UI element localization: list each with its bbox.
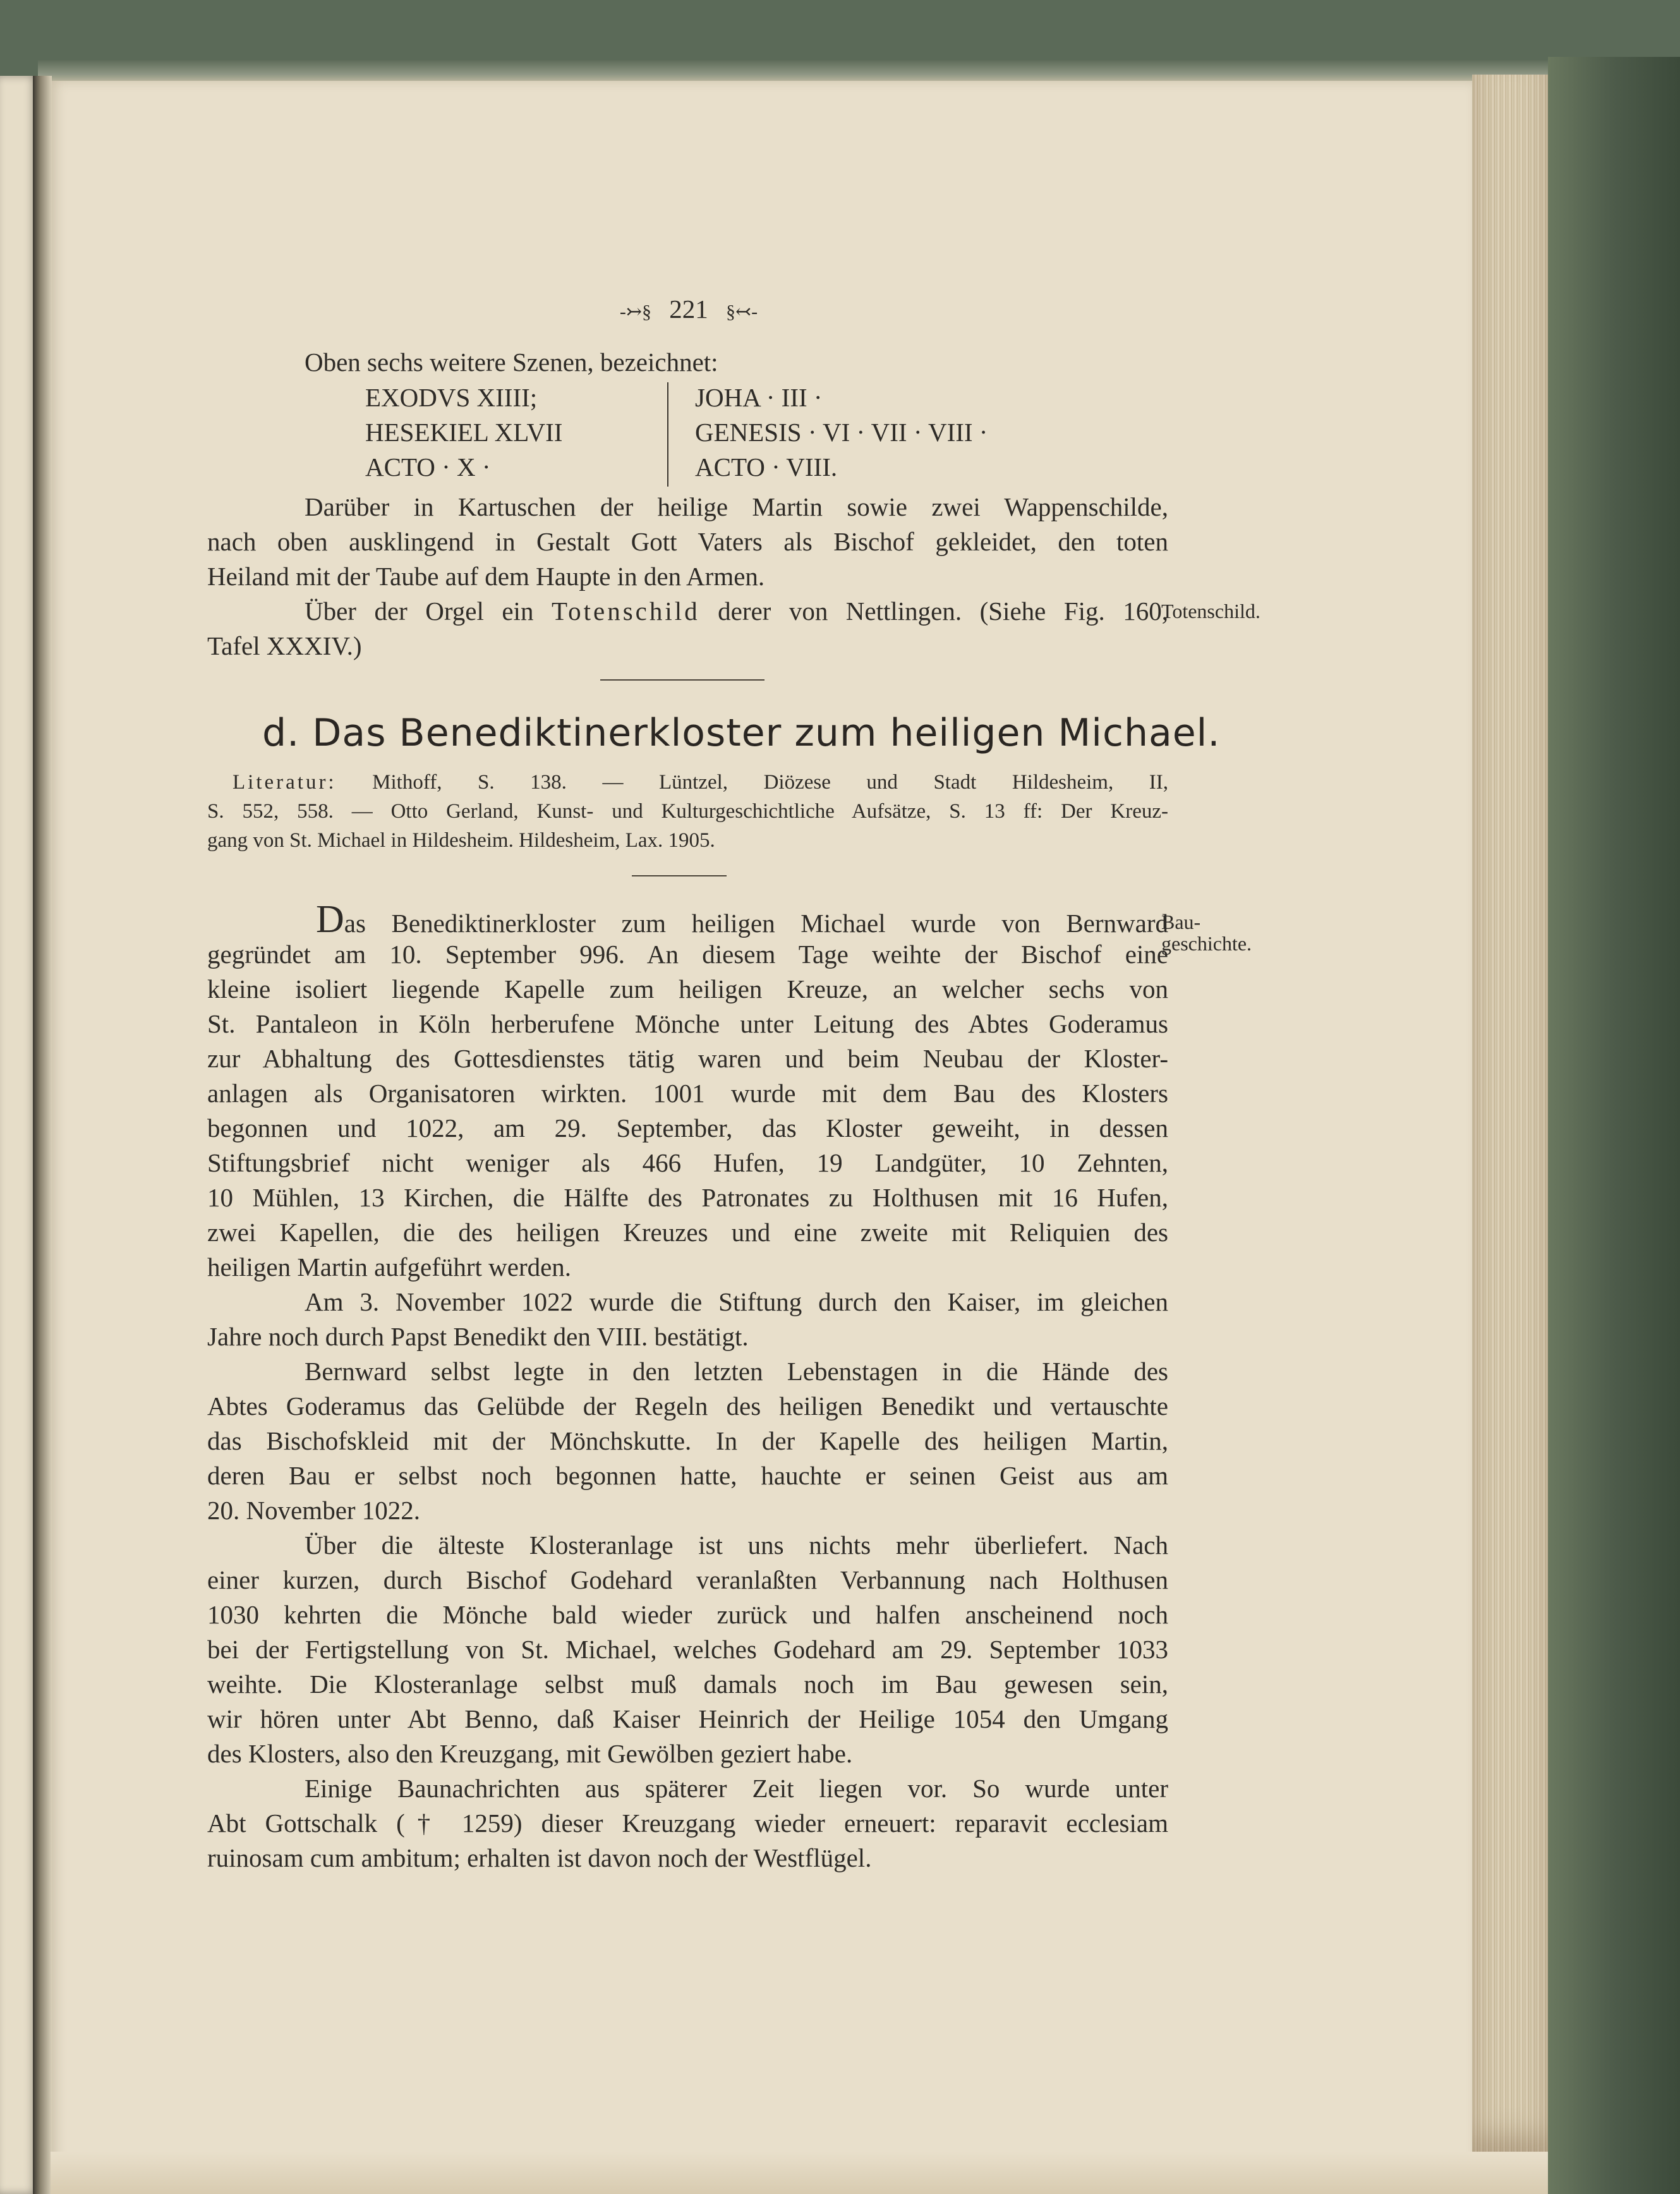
main-line: Jahre noch durch Papst Benedikt den VIII. bestätigt. bbox=[207, 1322, 749, 1351]
main-line: zur Abhaltung des Gottesdienstes tätig waren und beim Neubau der Kloster- bbox=[207, 1044, 1168, 1073]
literature-label: Literatur: bbox=[233, 771, 337, 794]
main-line: begonnen und 1022, am 29. September, das Kloster geweiht, in dessen bbox=[207, 1113, 1168, 1142]
main-line: ruinosam cum ambitum; erhalten ist davon noch der Westflügel. bbox=[207, 1843, 872, 1872]
main-line: einer kurzen, durch Bischof Godehard veranlaßten Verbannung nach Holthusen bbox=[207, 1565, 1168, 1594]
main-line: anlagen als Organisatoren wirkten. 1001 wurde mit dem Bau des Klosters bbox=[207, 1079, 1168, 1108]
main-line: Abtes Goderamus das Gelübde der Regeln des heiligen Benedikt und vertauschte bbox=[207, 1391, 1168, 1421]
inscription-right-3: ACTO · VIII. bbox=[695, 452, 838, 482]
main-line: deren Bau er selbst noch begonnen hatte, hauchte er seinen Geist aus am bbox=[207, 1461, 1168, 1490]
main-line: Über die älteste Klosteranlage ist uns nichts mehr überliefert. Nach bbox=[305, 1530, 1168, 1560]
literature-text-1: Mithoff, S. 138. — Lüntzel, Diözese und Stadt Hildesheim, II, bbox=[336, 771, 1168, 794]
literature-line-1 bbox=[233, 771, 1168, 794]
main-line: das Bischofskleid mit der Mönchskutte. In der Kapelle des heiligen Martin, bbox=[207, 1426, 1168, 1455]
paragraph-2-post: derer von Nettlingen. (Siehe Fig. 160, bbox=[699, 597, 1168, 626]
main-line: gegründet am 10. September 996. An diesem Tage weihte der Bischof eine bbox=[207, 940, 1168, 969]
main-line: 1030 kehrten die Mönche bald wieder zurück und halfen anscheinend noch bbox=[207, 1600, 1168, 1629]
main-line: heiligen Martin aufgeführt werden. bbox=[207, 1252, 572, 1282]
page-number-ornament-left: -↣§ bbox=[619, 301, 651, 322]
literature-line-2: S. 552, 558. — Otto Gerland, Kunst- und Kulturgeschichtliche Aufsätze, S. 13 ff: Der Kreuz- bbox=[207, 800, 1168, 823]
main-text-first-line bbox=[316, 898, 1168, 941]
literature-line-3: gang von St. Michael in Hildesheim. Hildesheim, Lax. 1905. bbox=[207, 829, 715, 852]
main-line: wir hören unter Abt Benno, daß Kaiser Heinrich der Heilige 1054 den Umgang bbox=[207, 1704, 1168, 1733]
main-line: Einige Baunachrichten aus späterer Zeit liegen vor. So wurde unter bbox=[305, 1774, 1168, 1803]
main-line: des Klosters, also den Kreuzgang, mit Gewölben geziert habe. bbox=[207, 1739, 853, 1768]
main-line: Stiftungsbrief nicht weniger als 466 Hufen, 19 Landgüter, 10 Zehnten, bbox=[207, 1148, 1168, 1177]
main-line: St. Pantaleon in Köln herberufene Mönche unter Leitung des Abtes Goderamus bbox=[207, 1009, 1168, 1038]
main-line: weihte. Die Klosteranlage selbst muß damals noch im Bau gewesen sein, bbox=[207, 1670, 1168, 1699]
paragraph-2-pre: Über der Orgel ein bbox=[305, 597, 552, 626]
paragraph-2-line-1 bbox=[305, 595, 1168, 627]
main-line: kleine isoliert liegende Kapelle zum heiligen Kreuze, an welcher sechs von bbox=[207, 974, 1168, 1003]
inscription-left-1: EXODVS XIIII; bbox=[365, 383, 538, 412]
inscription-left-3: ACTO · X · bbox=[365, 452, 491, 482]
main-line: bei der Fertigstellung von St. Michael, welches Godehard am 29. September 1033 bbox=[207, 1635, 1168, 1664]
paragraph-1-line-3: Heiland mit der Taube auf dem Haupte in den Armen. bbox=[207, 562, 765, 591]
intro-line: Oben sechs weitere Szenen, bezeichnet: bbox=[305, 348, 718, 377]
paragraph-1-line-1: Darüber in Kartuschen der heilige Martin sowie zwei Wappenschilde, bbox=[305, 492, 1168, 521]
page-number-ornament-right: §↢- bbox=[726, 301, 758, 322]
section-heading: d. Das Benediktinerkloster zum heiligen Michael. bbox=[262, 711, 1221, 755]
main-line: 10 Mühlen, 13 Kirchen, die Hälfte des Patronates zu Holthusen mit 16 Hufen, bbox=[207, 1183, 1168, 1212]
margin-note-geschichte: geschichte. bbox=[1161, 932, 1252, 955]
inscription-divider bbox=[667, 382, 668, 487]
main-line: Abt Gottschalk († 1259) dieser Kreuzgang wieder erneuert: reparavit ecclesiam bbox=[207, 1809, 1168, 1838]
margin-note-totenschild: Totenschild. bbox=[1161, 600, 1260, 622]
page-number bbox=[594, 294, 783, 324]
paragraph-2-spaced-term: Totenschild bbox=[551, 597, 700, 626]
inscription-right-2: GENESIS · VI · VII · VIII · bbox=[695, 418, 988, 447]
paragraph-2-line-2: Tafel XXXIV.) bbox=[207, 631, 362, 660]
section-divider bbox=[600, 679, 764, 681]
first-line-rest: as Benediktinerkloster zum heiligen Michael wurde von Bernward bbox=[344, 909, 1168, 938]
paragraph-1-line-2: nach oben ausklingend in Gestalt Gott Vaters als Bischof gekleidet, den toten bbox=[207, 527, 1168, 556]
page-number-value: 221 bbox=[669, 294, 708, 324]
drop-cap: D bbox=[316, 898, 344, 941]
margin-note-bau: Bau- bbox=[1161, 911, 1201, 933]
main-line: zwei Kapellen, die des heiligen Kreuzes und eine zweite mit Reliquien des bbox=[207, 1218, 1168, 1247]
main-line: 20. November 1022. bbox=[207, 1496, 421, 1525]
inscription-right-1: JOHA · III · bbox=[695, 383, 823, 412]
literature-divider bbox=[632, 875, 727, 876]
inscription-left-2: HESEKIEL XLVII bbox=[365, 418, 563, 447]
main-line: Am 3. November 1022 wurde die Stiftung durch den Kaiser, im gleichen bbox=[305, 1287, 1168, 1316]
main-line: Bernward selbst legte in den letzten Lebenstagen in die Hände des bbox=[305, 1357, 1168, 1386]
